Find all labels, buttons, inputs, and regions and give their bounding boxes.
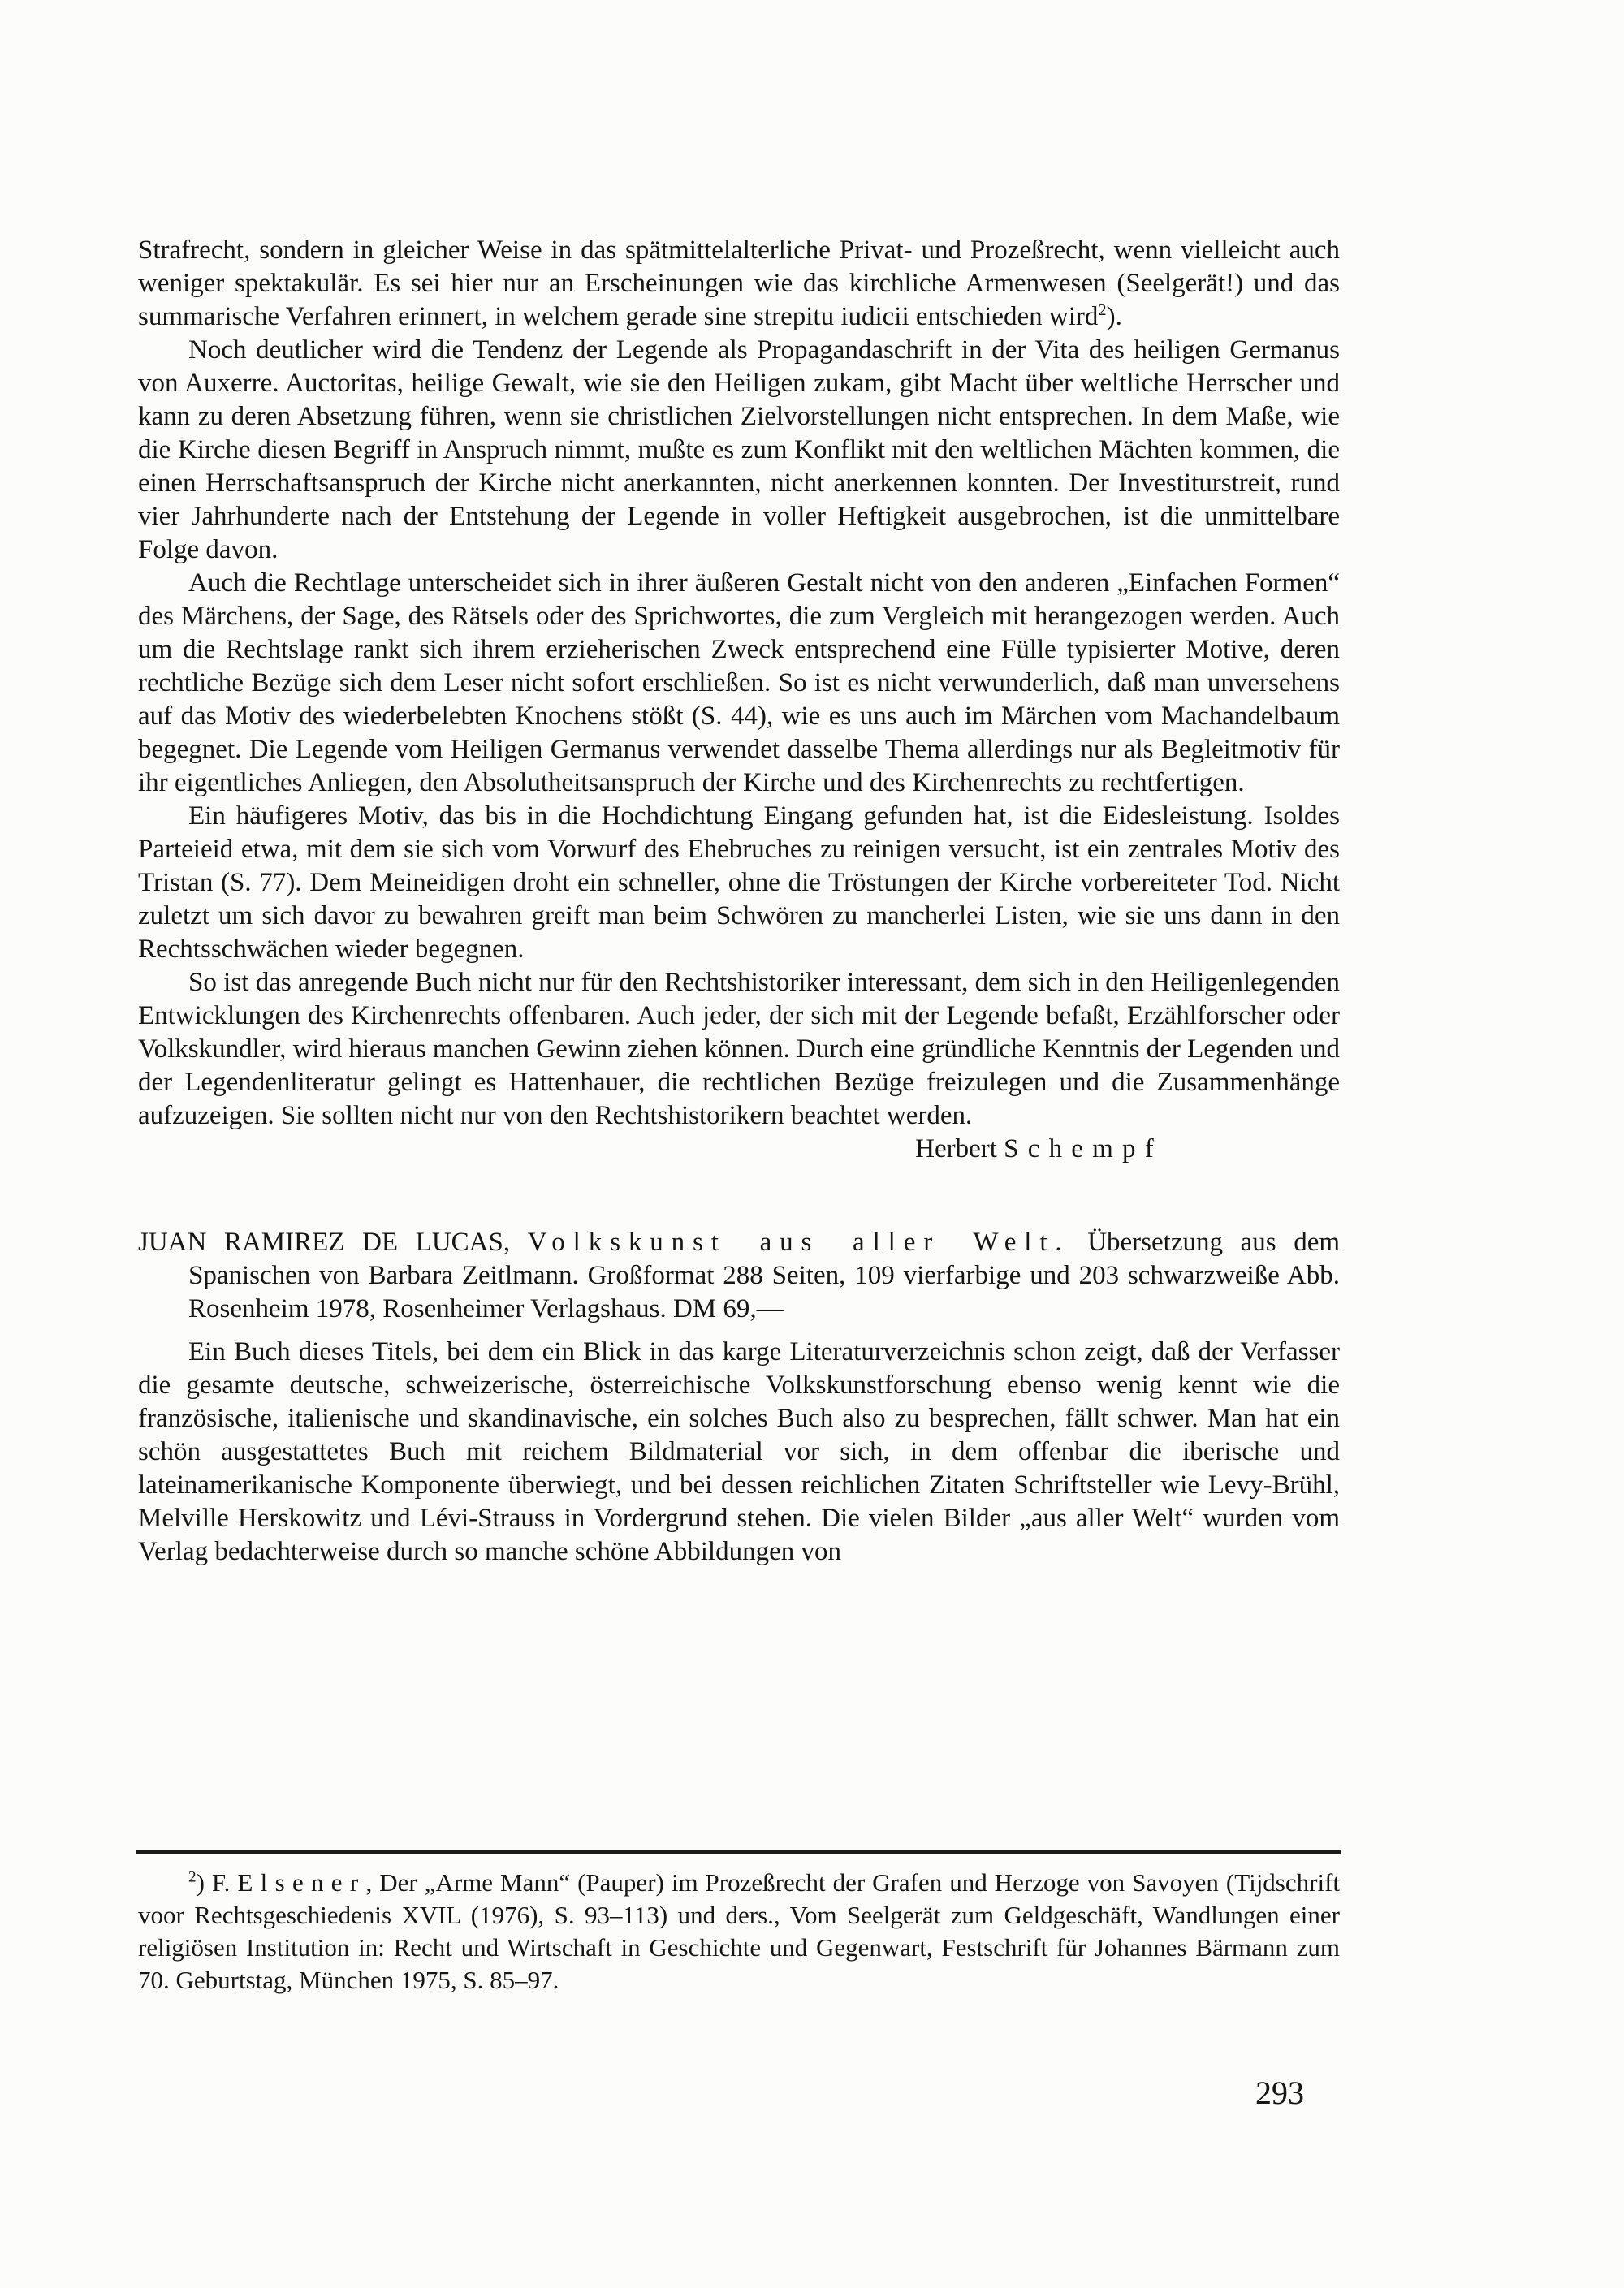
review1-paragraph-1 [138, 234, 1340, 334]
footnote-2-marker: 2 [188, 1868, 197, 1886]
review1-paragraph-2: Noch deutlicher wird die Tendenz der Legende als Propagandaschrift in der Vita des heiligen Germanus von Auxerre. Auctoritas, heilige Gewalt, wie sie den Heiligen zukam, gibt Macht über weltliche Herrscher und kann zu deren Absetzung führen, wenn sie christlichen Zielvorstellungen nicht entsprechen. In dem Maße, wie die Kirche diesen Begriff in Anspruch nimmt, mußte es zum Konflikt mit den weltlichen Mächten kommen, die einen Herrschaftsanspruch der Kirche nicht anerkannten, nicht anerkennen konnten. Der Investiturstreit, rund vier Jahrhunderte nach der Entstehung der Legende in voller Heftigkeit ausgebrochen, ist die unmittelbare Folge davon. [138, 335, 1340, 564]
reviewer-signature-family: Schempf [1004, 1134, 1163, 1163]
reviewer-signature-given: Herbert [915, 1134, 997, 1163]
footnote-2-author: Elsener [237, 1868, 366, 1897]
text-block [138, 234, 1340, 1569]
review2-paragraph-1: Ein Buch dieses Titels, bei dem ein Blick in das karge Literaturverzeichnis schon zeigt, daß der Verfasser die gesamte deutsche, schweizerische, österreichische Volkskunstforschung ebenso wenig kennt wie die französische, italienische und skandinavische, ein solches Buch also zu besprechen, fällt schwer. Man hat ein schön ausgestattetes Buch mit reichem Bildmaterial vor sich, in dem offenbar die iberische und lateinamerikanische Komponente überwiegt, und bei dessen reichlichen Zitaten Schriftsteller wie Levy-Brühl, Melville Herskowitz und Lévi-Strauss in Vordergrund stehen. Die vielen Bilder „aus aller Welt“ wurden vom Verlag bedachterweise durch so manche schöne Abbildungen von [138, 1337, 1340, 1566]
review2-heading-author: JUAN RAMIREZ DE LUCAS, [138, 1228, 511, 1257]
footnote-2 [138, 1867, 1340, 1997]
review1-paragraph-5: So ist das anregende Buch nicht nur für den Rechtshistoriker interessant, dem sich in den Heiligenlegenden Entwicklungen des Kirchenrechts offenbaren. Auch jeder, der sich mit der Legende befaßt, Erzählforscher oder Volkskundler, wird hieraus manchen Gewinn ziehen können. Durch eine gründliche Kenntnis der Legenden und der Legendenliteratur gelingt es Hattenhauer, die rechtlichen Bezüge freizulegen und die Zusammenhänge aufzuzeigen. Sie sollten nicht nur von den Rechtshistorikern beachtet werden. [138, 968, 1340, 1130]
review1-paragraph-1-text: Strafrecht, sondern in gleicher Weise in das spätmittelalterliche Privat- und Prozeßrecht, wenn vielleicht auch weniger spektakulär. Es sei hier nur an Erscheinungen wie das kirchliche Armenwesen (Seelgerät!) und das summarische Verfahren erinnert, in welchem gerade sine strepitu iudicii entschieden wird [138, 235, 1340, 331]
page-number: 293 [1255, 2074, 1304, 2111]
review2-heading-imprint: Übersetzung aus dem Spanischen von Barbara Zeitlmann. Großformat 288 Seiten, 109 vierfarbige und 203 schwarzweiße Abb. Rosenheim 1978, Rosenheimer Verlagshaus. DM 69,— [188, 1228, 1341, 1323]
review1-paragraph-3: Auch die Rechtlage unterscheidet sich in ihrer äußeren Gestalt nicht von den anderen „Einfachen Formen“ des Märchens, der Sage, des Rätsels oder des Sprichwortes, die zum Vergleich mit herangezogen werden. Auch um die Rechtslage rankt sich ihrem erzieherischen Zweck entsprechend eine Fülle typisierter Motive, deren rechtliche Bezüge sich dem Leser nicht sofort erschließen. So ist es nicht verwunderlich, daß man unversehens auf das Motiv des wiederbelebten Knochens stößt (S. 44), wie es uns auch im Märchen vom Machandelbaum begegnet. Die Legende vom Heiligen Germanus verwendet dasselbe Thema allerdings nur als Begleitmotiv für ihr eigentliches Anliegen, den Absolutheitsanspruch der Kirche und des Kirchenrechts zu rechtfertigen. [138, 568, 1340, 797]
reviewer-signature [138, 1133, 1340, 1166]
review1-paragraph-4: Ein häufigeres Motiv, das bis in die Hochdichtung Eingang gefunden hat, ist die Eidesleistung. Isoldes Parteieid etwa, mit dem sie sich vom Vorwurf des Ehebruches zu reinigen versucht, ist ein zentrales Motiv des Tristan (S. 77). Dem Meineidigen droht ein schneller, ohne die Tröstungen der Kirche vorbereiteter Tod. Nicht zuletzt um sich davor zu bewahren greift man beim Schwören zu mancherlei Listen, wie sie uns dann in den Rechtsschwächen wieder begegnen. [138, 801, 1340, 964]
review2-heading [138, 1226, 1340, 1326]
footnote-rule [136, 1850, 1341, 1854]
footnote-2-prefix: ) F. [196, 1868, 231, 1897]
footnote-ref-2: 2 [1098, 301, 1107, 319]
review2-heading-title: Volkskunst aus aller Welt. [527, 1228, 1070, 1257]
footnote-2-text: , Der „Arme Mann“ (Pauper) im Prozeßrecht der Grafen und Herzoge von Savoyen (Tijdschrift voor Rechtsgeschiedenis XVIL (1976), S. 93–113) und ders., Vom Seelgerät zum Geldgeschäft, Wandlungen einer religiösen Institution in: Recht und Wirtschaft in Geschichte und Gegenwart, Festschrift für Johannes Bärmann zum 70. Geburtstag, München 1975, S. 85–97. [138, 1868, 1341, 1994]
footnote-block [138, 1850, 1340, 1997]
review1-paragraph-1-text-after: ). [1106, 302, 1122, 331]
